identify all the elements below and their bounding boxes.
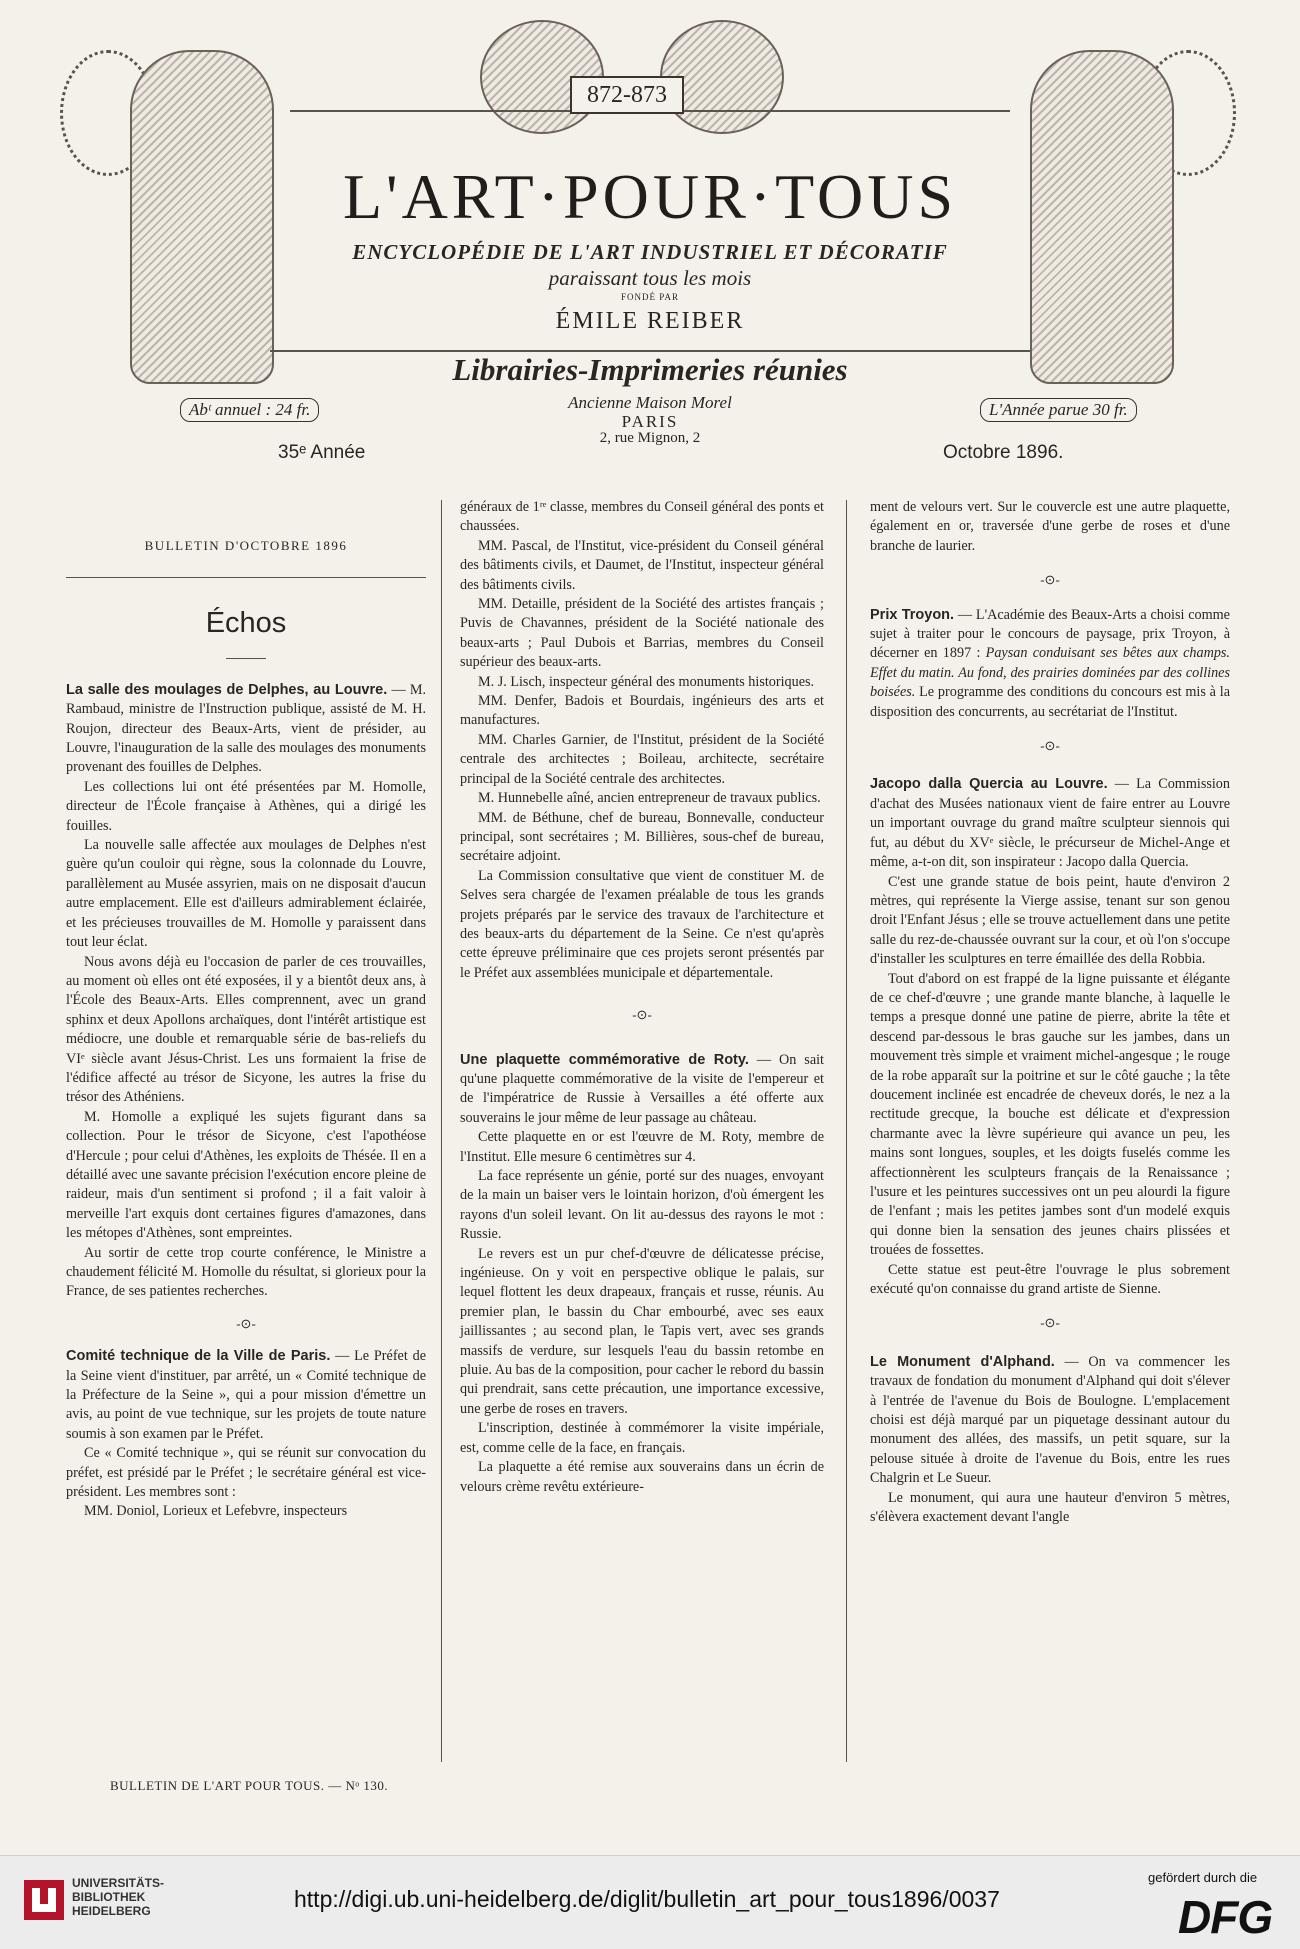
article-paragraph: L'inscription, destinée à commémorer la visite impériale, est, comme celle de la face, en français. bbox=[460, 1420, 824, 1456]
article-paragraph: MM. Detaille, président de la Société des artistes français ; Puvis de Chavannes, président de la Société nationale des beaux-arts ; Paul Dubois et Barrias, membres du Conseil supérieur des beaux-arts. bbox=[460, 596, 824, 671]
article-paragraph: ment de velours vert. Sur le couvercle est une autre plaquette, également en or, traversée d'une gerbe de roses et d'une branche de laurier. bbox=[870, 499, 1230, 554]
article-heading: Une plaquette commémorative de Roty. bbox=[460, 1051, 749, 1068]
article-paragraph: MM. Charles Garnier, de l'Institut, président de la Société centrale des architectes ; Boileau, architecte, secrétaire principal de la Société centrale des architectes. bbox=[460, 731, 824, 787]
article-paragraph: La Commission consultative que vient de constituer M. de Selves sera chargée de l'examen préalable de tous les grands projets préparés par le service des travaux de l'architecture et des beaux-arts du département de la Seine. Ce n'est qu'après cette épreuve préliminaire que ces projets seront présentés par le Préfet aux assemblées municipale et départementale. bbox=[460, 867, 824, 981]
column-3 bbox=[870, 498, 1230, 1528]
article-heading: Jacopo dalla Quercia au Louvre. bbox=[870, 776, 1108, 793]
right-sculpture-illustration bbox=[1030, 50, 1174, 384]
article-text: — M. Rambaud, ministre de l'Instruction publique, assisté de M. H. Roujon, directeur des Beaux-Arts, vient de présider, au Louvre, l'inauguration de la salle des moulages des monuments provenant des fouilles de Delphes. bbox=[66, 681, 426, 776]
article-paragraph: Tout d'abord on est frappé de la ligne puissante et élégante de ce chef-d'œuvre ; une grande mante blanche, à laquelle le temps a presque donné une patine de pierre, abrite la tête et descend par-dessous le bras gauche sur les jambes, dans un mouvement très simple et vraiment michel-angesque ; le rouge de la robe apparaît sur la poitrine et sur le côté gauche ; la tête doucement inclinée est encadrée de cheveux dorés, le nez a la rectitude grecque, la bouche est délicate et d'expression charmante avec la lèvre supérieure qui avance un peu, les mains sont longues, souples, et les doigts fuselés comme les affectionnèrent les sculpteurs français de la Renaissance ; l'usure et les peintures successives ont un peu alourdi la figure de l'enfant ; mais les petites jambes sont d'un modelé exquis qui donne bien la sensation des jeunes chairs plissées et trouées de fossettes. bbox=[870, 970, 1230, 1259]
article-paragraph bbox=[870, 775, 1230, 872]
journal-subtitle: ENCYCLOPÉDIE DE L'ART INDUSTRIEL ET DÉCORATIF bbox=[352, 240, 948, 264]
dfg-logo: DFG bbox=[1178, 1891, 1273, 1943]
founder-name: ÉMILE REIBER bbox=[555, 308, 745, 334]
funding-note: gefördert durch die bbox=[1148, 1870, 1258, 1885]
publisher-name: Librairies-Imprimeries réunies bbox=[452, 352, 848, 387]
article-paragraph bbox=[870, 606, 1230, 722]
article-paragraph: MM. de Béthune, chef de bureau, Bonnevalle, conducteur principal, sont secrétaires ; M. Billières, sous-chef de bureau, secrétaire adjoint. bbox=[460, 809, 824, 865]
annual-subscription-price: Abᵗ annuel : 24 fr. bbox=[180, 398, 319, 422]
article-paragraph bbox=[66, 1347, 426, 1444]
article-paragraph: Cette statue est peut-être l'ouvrage le plus sobrement exécuté qu'on connaisse du grand artiste de Sienne. bbox=[870, 1261, 1230, 1298]
column-1 bbox=[66, 536, 426, 1522]
article-paragraph: Cette plaquette en or est l'œuvre de M. Roty, membre de l'Institut. Elle mesure 6 centimètres sur 4. bbox=[460, 1129, 824, 1165]
article-paragraph: Ce « Comité technique », qui se réunit sur convocation du préfet, est présidé par le Préfet ; le secrétaire général est vice-président. Les membres sont : bbox=[66, 1445, 426, 1501]
column-divider-2 bbox=[846, 500, 847, 1762]
column-2 bbox=[460, 498, 824, 1497]
article-text: Le programme des conditions du concours est mis à la disposition des concurrents, au secrétariat de l'Institut. bbox=[870, 684, 1230, 720]
article-text-italic: Paysan conduisant ses bêtes aux champs. Effet du matin. Au fond, des prairies dominées par des collines boisées. bbox=[870, 645, 1230, 701]
masthead bbox=[60, 10, 1240, 450]
article-paragraph: Nous avons déjà eu l'occasion de parler de ces trouvailles, au moment où elles ont été exposées, il y a bientôt deux ans, à l'École des Beaux-Arts. Elles comprennent, avec un grand sphinx et deux Apollons archaïques, dont l'intérêt artistique est médiocre, une double et remarquable série de bas-reliefs du VIᵉ siècle avant Jésus-Christ. Les uns formaient la frise de l'édifice affecté au trésor de Sicyone, les autres la frise du trésor des Athéniens. bbox=[66, 953, 426, 1106]
left-sculpture-illustration bbox=[130, 50, 274, 384]
section-ornament: -⊙- bbox=[1040, 738, 1060, 754]
issue-date: Octobre 1896. bbox=[943, 442, 1064, 463]
article-paragraph: Les collections lui ont été présentées par M. Homolle, directeur de l'École française à Athènes, qui a dirigé les fouilles. bbox=[66, 778, 426, 834]
section-title: Échos bbox=[205, 607, 287, 640]
issue-year: 35ᵉ Année bbox=[278, 442, 366, 463]
library-name-line: UNIVERSITÄTS- bbox=[72, 1876, 165, 1890]
article-heading: Le Monument d'Alphand. bbox=[870, 1353, 1055, 1370]
library-name-line: HEIDELBERG bbox=[72, 1904, 151, 1918]
article-text: — On va commencer les travaux de fondation du monument d'Alphand qui doit s'élever à l'entrée de l'avenue du Bois de Boulogne. L'emplacement choisi est déjà marqué par un piquetage dessinant autour du monument des allées, des massifs, un petit square, sur la pelouse située à droite de l'avenue du Bois, entre les rues Chalgrin et Le Sueur. bbox=[870, 1353, 1230, 1487]
article-paragraph bbox=[870, 1353, 1230, 1489]
article-paragraph: Le revers est un pur chef-d'œuvre de délicatesse précise, ingénieuse. On y voit en perspective oblique le palais, sur lequel flottent les deux drapeaux, français et russe, réunis. Au premier plan, le bassin du Char embourbé, avec ses eaux jaillissantes ; au second plan, le Tapis vert, avec ses grands massifs de verdure, sur lesquels l'eau du bassin retombe en pluie. Au bas de la composition, pour cacher le rebord du bassin qui prendrait, sans cette précaution, une importance excessive, une gerbe de roses en travers. bbox=[460, 1245, 824, 1417]
former-house: Ancienne Maison Morel bbox=[568, 393, 732, 412]
title-rule bbox=[226, 658, 266, 659]
viewer-footer-bar bbox=[0, 1855, 1300, 1949]
article-paragraph: Au sortir de cette trop courte conférence, le Ministre a chaudement félicité M. Homolle du résultat, si glorieux pour la France, de ses patientes recherches. bbox=[66, 1244, 426, 1300]
article-heading: Comité technique de la Ville de Paris. bbox=[66, 1348, 331, 1365]
section-ornament: -⊙- bbox=[1040, 572, 1060, 588]
article-paragraph: M. J. Lisch, inspecteur général des monuments historiques. bbox=[478, 673, 815, 690]
section-ornament: -⊙- bbox=[632, 1007, 652, 1023]
column-divider-1 bbox=[441, 500, 442, 1762]
section-rule bbox=[66, 577, 426, 578]
article-paragraph: Le monument, qui aura une hauteur d'environ 5 mètres, s'élèvera exactement devant l'angle bbox=[870, 1489, 1230, 1526]
section-ornament: -⊙- bbox=[236, 1315, 256, 1331]
university-library-name bbox=[72, 1876, 164, 1918]
article-paragraph: M. Homolle a expliqué les sujets figurant dans sa collection. Pour le trésor de Sicyone, c'est l'apothéose d'Hercule ; pour celui d'Athènes, les exploits de Thésée. Il en a détaillé avec une savante précision l'exécution encore pleine de raideur, mais d'un sentiment si profond ; il a fait valoir à merveille l'art exquis dont certaines figures d'amazones, dans les métopes d'Athènes, sont empreintes. bbox=[66, 1108, 426, 1242]
issue-number: 872-873 bbox=[570, 76, 684, 114]
article-text: — La Commission d'achat des Musées nationaux vient de faire entrer au Louvre un important ouvrage du grand maître sculpteur siennois qui fut, au début du XVᵉ siècle, le précurseur de Michel-Ange et même, a-t-on dit, son inspirateur : Jacopo dalla Quercia. bbox=[870, 776, 1230, 871]
article-paragraph: C'est une grande statue de bois peint, haute d'environ 2 mètres, qui représente la Vierge assise, tenant sur son genou droit l'Enfant Jésus ; elle se trouve actuellement dans une petite salle du rez-de-chaussée ouvrant sur la cour, et où l'on s'occupe d'installer les sculptures en terre émaillée des della Robbia. bbox=[870, 873, 1230, 968]
article-paragraph bbox=[460, 1051, 824, 1129]
library-name-line: BIBLIOTHEK bbox=[72, 1890, 146, 1904]
article-text: — L'Académie des Beaux-Arts a choisi comme sujet à traiter pour le concours de paysage, prix Troyon, à décerner en 1897 : bbox=[870, 606, 1230, 662]
article-paragraph: La plaquette a été remise aux souverains dans un écrin de velours crème revêtu extérieure- bbox=[460, 1459, 824, 1495]
article-paragraph: MM. Doniol, Lorieux et Lefebvre, inspecteurs bbox=[84, 1503, 348, 1520]
article-paragraph: MM. Pascal, de l'Institut, vice-président du Conseil général des bâtiments civils, et Daumet, de l'Institut, inspecteur général des bâtiments civils. bbox=[460, 537, 824, 593]
publication-frequency: paraissant tous les mois bbox=[548, 266, 752, 290]
article-text: — Le Préfet de la Seine vient d'instituer, par arrêté, un « Comité technique de la Préfecture de la Seine », qui a pour mission d'émettre un avis, au point de vue technique, sur les projets de toute nature soumis à son examen par le Préfet. bbox=[66, 1348, 426, 1442]
article-paragraph: MM. Denfer, Badois et Bourdais, ingénieurs des arts et manufactures. bbox=[460, 693, 824, 729]
article-paragraph: généraux de 1ʳᵉ classe, membres du Conseil général des ponts et chaussées. bbox=[460, 499, 824, 535]
article-text: — On sait qu'une plaquette commémorative de la visite de l'empereur et de l'impératrice de Russie à Versailles a été offerte aux souverains le jour même de leur passage au château. bbox=[460, 1051, 824, 1126]
article-heading: La salle des moulages de Delphes, au Louvre. bbox=[66, 681, 388, 698]
document-url-link[interactable]: http://digi.ub.uni-heidelberg.de/diglit/bulletin_art_pour_tous1896/0037 bbox=[294, 1886, 1000, 1912]
founded-by-label: FONDÉ PAR bbox=[621, 292, 679, 302]
article-paragraph: La nouvelle salle affectée aux moulages de Delphes n'est guère qu'un couloir qui règne, sous la colonnade du Louvre, parallèlement au Musée assyrien, mais on ne disposait d'aucun autre emplacement. Elle est d'ailleurs admirablement éclairée, et les précieuses trouvailles de M. Homolle y paraissent dans tout leur éclat. bbox=[66, 837, 426, 951]
yearly-volume-price: L'Année parue 30 fr. bbox=[980, 398, 1137, 422]
article-paragraph bbox=[66, 681, 426, 778]
publisher-address: 2, rue Mignon, 2 bbox=[599, 430, 701, 446]
article-heading: Prix Troyon. bbox=[870, 606, 955, 623]
article-paragraph: La face représente un génie, porté sur des nuages, envoyant de la main un baiser vers le lointain horizon, d'où émergent les rayons d'un soleil levant. On lit au-dessus des rayons le mot : Russie. bbox=[460, 1168, 824, 1243]
university-library-logo-icon bbox=[22, 1878, 66, 1922]
page-footer: BULLETIN DE L'ART POUR TOUS. — Nᵒ 130. bbox=[110, 1778, 389, 1793]
article-paragraph: M. Hunnebelle aîné, ancien entrepreneur de travaux publics. bbox=[478, 790, 821, 807]
journal-title: L'ART·POUR·TOUS bbox=[342, 161, 958, 232]
publisher-city: PARIS bbox=[621, 412, 679, 431]
bulletin-label: BULLETIN D'OCTOBRE 1896 bbox=[144, 538, 348, 553]
section-ornament: -⊙- bbox=[1040, 1315, 1060, 1331]
